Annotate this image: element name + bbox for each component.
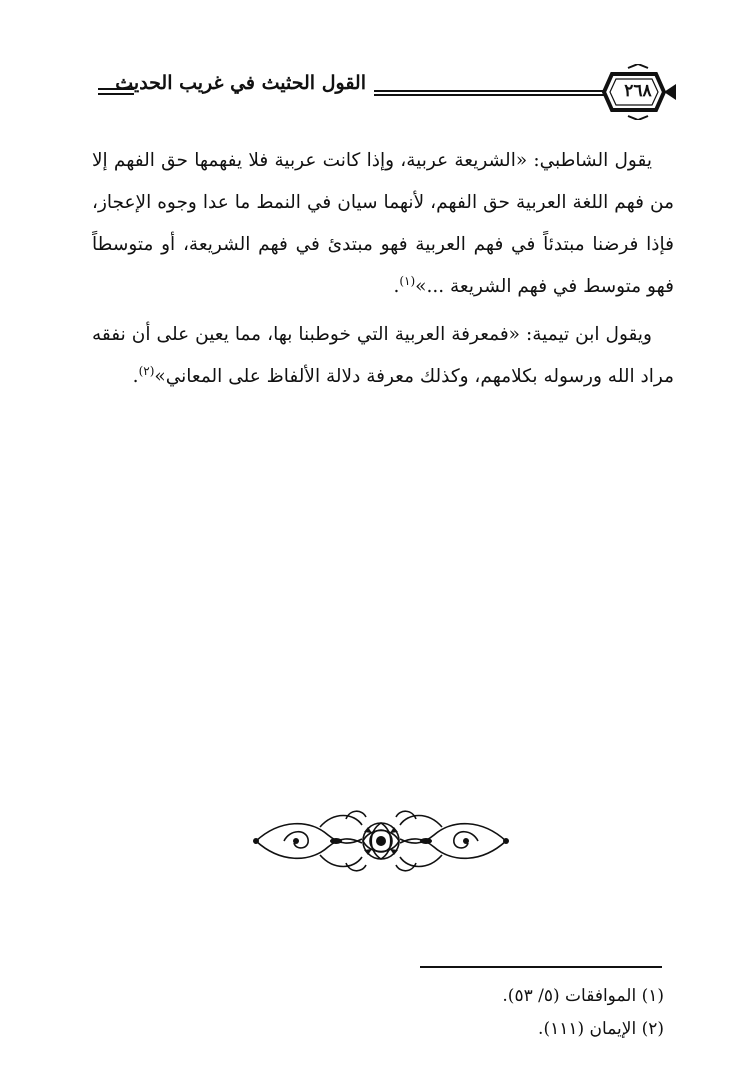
footnote-marker: (٢) bbox=[138, 364, 155, 378]
page-number: ٢٦٨ bbox=[624, 81, 652, 101]
paragraph-text: يقول الشاطبي: «الشريعة عربية، وإذا كانت عربية فلا يفهمها حق الفهم إلا من فهم اللغة العربية حق الفهم، لأنهما سيان في النمط ما عدا وجوه الإعجاز، فإذا فرضنا مبتدئاً في فهم العربية فهو مبتدئ في فهم الشريعة، أو متوسطاً فهو متوسط في فهم الشريعة ...» bbox=[92, 150, 674, 297]
paragraph-text: ويقول ابن تيمية: «فمعرفة العربية التي خوطبنا بها، مما يعين على أن نفقه مراد الله ورسوله بكلامهم، وكذلك معرفة دلالة الألفاظ على المعاني» bbox=[92, 324, 674, 387]
page-number-badge bbox=[598, 64, 678, 120]
footnote-separator bbox=[420, 966, 662, 968]
sentence-end: . bbox=[132, 366, 139, 387]
paragraph-ibn-taymiyyah-quote bbox=[92, 314, 674, 398]
footnote-1: (١) الموافقات (٥/ ٥٣). bbox=[502, 986, 664, 1006]
sentence-end: . bbox=[393, 276, 400, 297]
footnotes bbox=[380, 980, 664, 1046]
footnote-marker: (١) bbox=[399, 274, 416, 288]
footnote-2: (٢) الإيمان (١١١). bbox=[538, 1019, 664, 1039]
running-title: القول الحثيث في غريب الحديث bbox=[115, 72, 366, 94]
main-text bbox=[92, 140, 674, 398]
page-header bbox=[86, 62, 678, 122]
header-rule bbox=[374, 90, 606, 96]
paragraph-shatibi-quote bbox=[92, 140, 674, 308]
floral-divider-ornament-icon bbox=[250, 805, 512, 877]
